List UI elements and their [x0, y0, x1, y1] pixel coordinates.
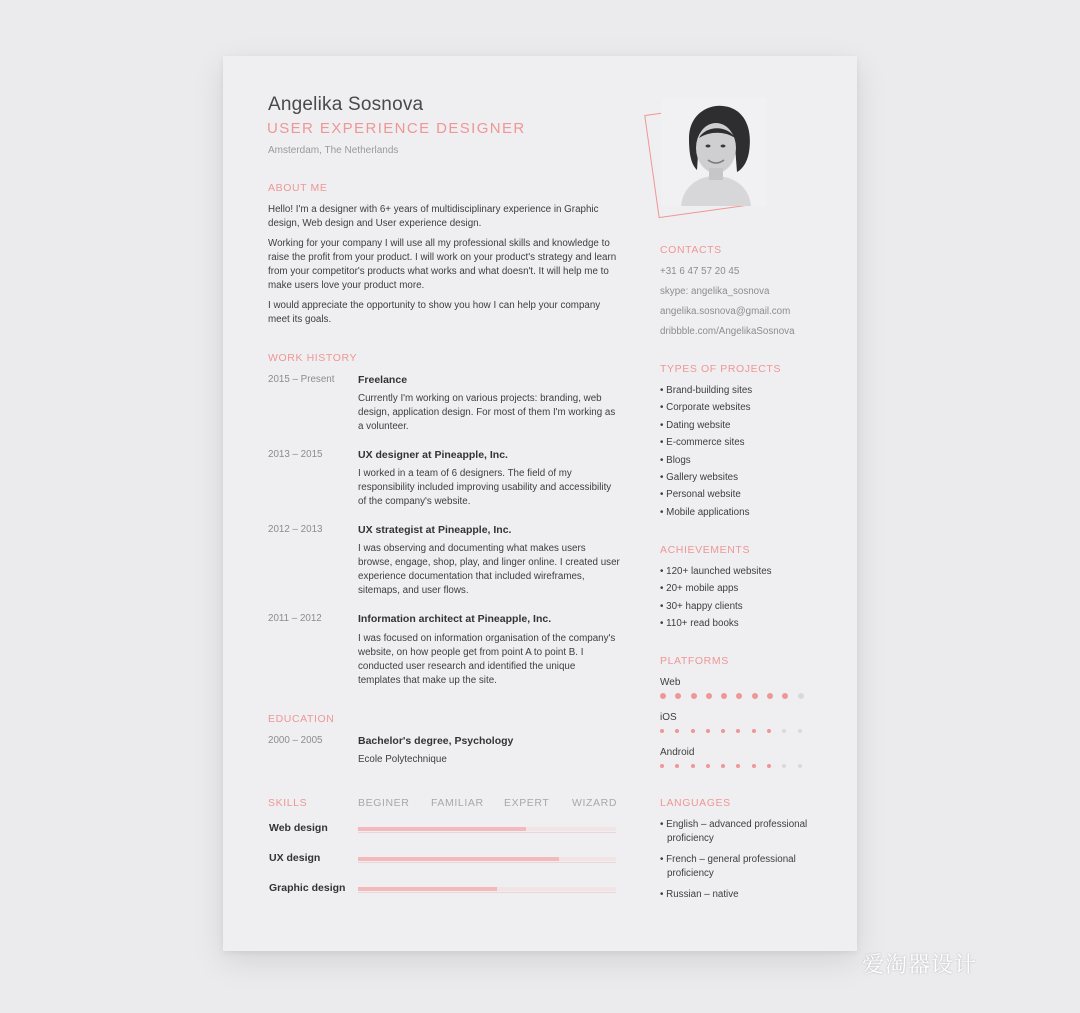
list-item: • Gallery websites: [660, 469, 752, 486]
job-description: I was observing and documenting what makes users browse, engage, shop, play, and linger online. I created user experience documentation that included wireframes, sitemaps, and user flows.: [358, 543, 620, 596]
rating-dot: [752, 729, 756, 733]
rating-dot: [691, 693, 697, 699]
skill-bar-track: [358, 887, 616, 891]
rating-dot: [798, 764, 802, 768]
projects-heading: TYPES OF PROJECTS: [660, 363, 782, 375]
rating-dot: [706, 729, 710, 733]
list-item: • 110+ read books: [660, 615, 772, 632]
rating-dot: [675, 693, 681, 699]
job-period: 2011 – 2012: [268, 613, 322, 624]
rating-dot: [782, 729, 786, 733]
skill-level-label: EXPERT: [504, 797, 550, 809]
skill-bar-track: [358, 857, 616, 861]
rating-dot: [660, 693, 666, 699]
rating-dot: [706, 693, 712, 699]
about-paragraph: Hello! I'm a designer with 6+ years of multidisciplinary experience in Graphic design, Web design and User experience design.: [268, 204, 599, 229]
rating-dot: [767, 729, 771, 733]
platform-rating: [660, 729, 813, 733]
achievements-list: [660, 563, 772, 633]
list-item: • Personal website: [660, 486, 752, 503]
skills-heading: SKILLS: [268, 797, 308, 809]
skill-bar: [358, 827, 616, 833]
rating-dot: [691, 729, 695, 733]
job-title: Freelance: [358, 374, 408, 386]
list-item: • Corporate websites: [660, 399, 752, 416]
languages-list: [660, 818, 810, 909]
job-description: I worked in a team of 6 designers. The field of my responsibility included improving usability and accessibility of the company's website.: [358, 468, 612, 507]
about-section: [268, 203, 618, 333]
list-item: • 120+ launched websites: [660, 563, 772, 580]
rating-dot: [721, 764, 725, 768]
list-item: • English – advanced professional proficiency: [660, 818, 810, 846]
list-item: • Russian – native: [660, 888, 810, 902]
location: Amsterdam, The Netherlands: [268, 145, 399, 156]
skill-bar-fill: [358, 887, 497, 891]
skill-name: Web design: [269, 822, 328, 834]
contact-phone[interactable]: +31 6 47 57 20 45: [660, 266, 740, 277]
contact-skype[interactable]: skype: angelika_sosnova: [660, 286, 770, 297]
rating-dot: [798, 693, 804, 699]
contact-email[interactable]: angelika.sosnova@gmail.com: [660, 306, 791, 317]
list-item: • Dating website: [660, 417, 752, 434]
about-paragraph: I would appreciate the opportunity to show you how I can help your company meet its goals.: [268, 300, 601, 325]
skill-level-label: WIZARD: [572, 797, 618, 809]
list-item: • 30+ happy clients: [660, 598, 772, 615]
rating-dot: [691, 764, 695, 768]
projects-list: [660, 382, 752, 521]
job-period: 2015 – Present: [268, 374, 335, 385]
education-period: 2000 – 2005: [268, 735, 323, 746]
platform-rating: [660, 764, 813, 768]
job-description: I was focused on information organisation of the company's website, on how people get from point A to point B. I conducted user research and identified the unique templates that make up the site.: [358, 633, 616, 686]
languages-heading: LANGUAGES: [660, 797, 731, 809]
rating-dot: [721, 729, 725, 733]
skill-level-label: BEGINER: [358, 797, 410, 809]
education-heading: EDUCATION: [268, 713, 335, 725]
resume-name: Angelika Sosnova: [268, 94, 424, 115]
job-title: UX strategist at Pineapple, Inc.: [358, 524, 512, 536]
list-item: • Blogs: [660, 452, 752, 469]
skill-bar-line: [358, 832, 616, 833]
skill-bar-fill: [358, 857, 559, 861]
platform-name: Android: [660, 747, 695, 758]
skill-name: UX design: [269, 852, 321, 864]
rating-dot: [782, 693, 788, 699]
contact-dribbble[interactable]: dribbble.com/AngelikaSosnova: [660, 326, 795, 337]
work-history-heading: WORK HISTORY: [268, 352, 358, 364]
watermark: 爱淘器设计: [862, 952, 978, 977]
job-title: UX designer at Pineapple, Inc.: [358, 449, 508, 461]
job-title: Information architect at Pineapple, Inc.: [358, 613, 552, 625]
achievements-heading: ACHIEVEMENTS: [660, 544, 751, 556]
rating-dot: [675, 729, 679, 733]
rating-dot: [660, 729, 664, 733]
rating-dot: [736, 693, 742, 699]
platform-name: iOS: [660, 712, 677, 723]
job-title-heading: USER EXPERIENCE DESIGNER: [267, 120, 526, 137]
rating-dot: [660, 764, 664, 768]
skill-bar: [358, 887, 616, 893]
rating-dot: [767, 764, 771, 768]
resume-page: [223, 56, 857, 951]
rating-dot: [752, 693, 758, 699]
about-paragraph: Working for your company I will use all my professional skills and knowledge to raise the profit from your product. I will work on your product's strategy and learn from your competitor's products what works and what doesn't. It will help me to make users love your product more.: [268, 238, 617, 291]
skill-level-label: FAMILIAR: [431, 797, 484, 809]
platform-name: Web: [660, 677, 681, 688]
rating-dot: [752, 764, 756, 768]
job-period: 2013 – 2015: [268, 449, 323, 460]
list-item: • Mobile applications: [660, 504, 752, 521]
skill-bar-fill: [358, 827, 526, 831]
contacts-heading: CONTACTS: [660, 244, 722, 256]
job-description: Currently I'm working on various projects: branding, web design, application design. For most of them I'm working as a volunteer.: [358, 393, 616, 432]
rating-dot: [706, 764, 710, 768]
rating-dot: [767, 693, 773, 699]
job-period: 2012 – 2013: [268, 524, 323, 535]
list-item: • Brand-building sites: [660, 382, 752, 399]
platform-rating: [660, 693, 813, 699]
rating-dot: [782, 764, 786, 768]
list-item: • E-commerce sites: [660, 434, 752, 451]
education-degree: Bachelor's degree, Psychology: [358, 735, 514, 747]
skill-bar-track: [358, 827, 616, 831]
skill-bar-line: [358, 892, 616, 893]
skill-bar-line: [358, 862, 616, 863]
rating-dot: [736, 764, 740, 768]
rating-dot: [675, 764, 679, 768]
skill-bar: [358, 857, 616, 863]
about-heading: ABOUT ME: [268, 182, 328, 194]
education-school: Ecole Polytechnique: [358, 754, 447, 765]
rating-dot: [736, 729, 740, 733]
platforms-heading: PLATFORMS: [660, 655, 729, 667]
profile-photo: [661, 98, 767, 206]
list-item: • French – general professional proficiency: [660, 853, 810, 881]
list-item: • 20+ mobile apps: [660, 580, 772, 597]
rating-dot: [721, 693, 727, 699]
skill-name: Graphic design: [269, 882, 346, 894]
rating-dot: [798, 729, 802, 733]
